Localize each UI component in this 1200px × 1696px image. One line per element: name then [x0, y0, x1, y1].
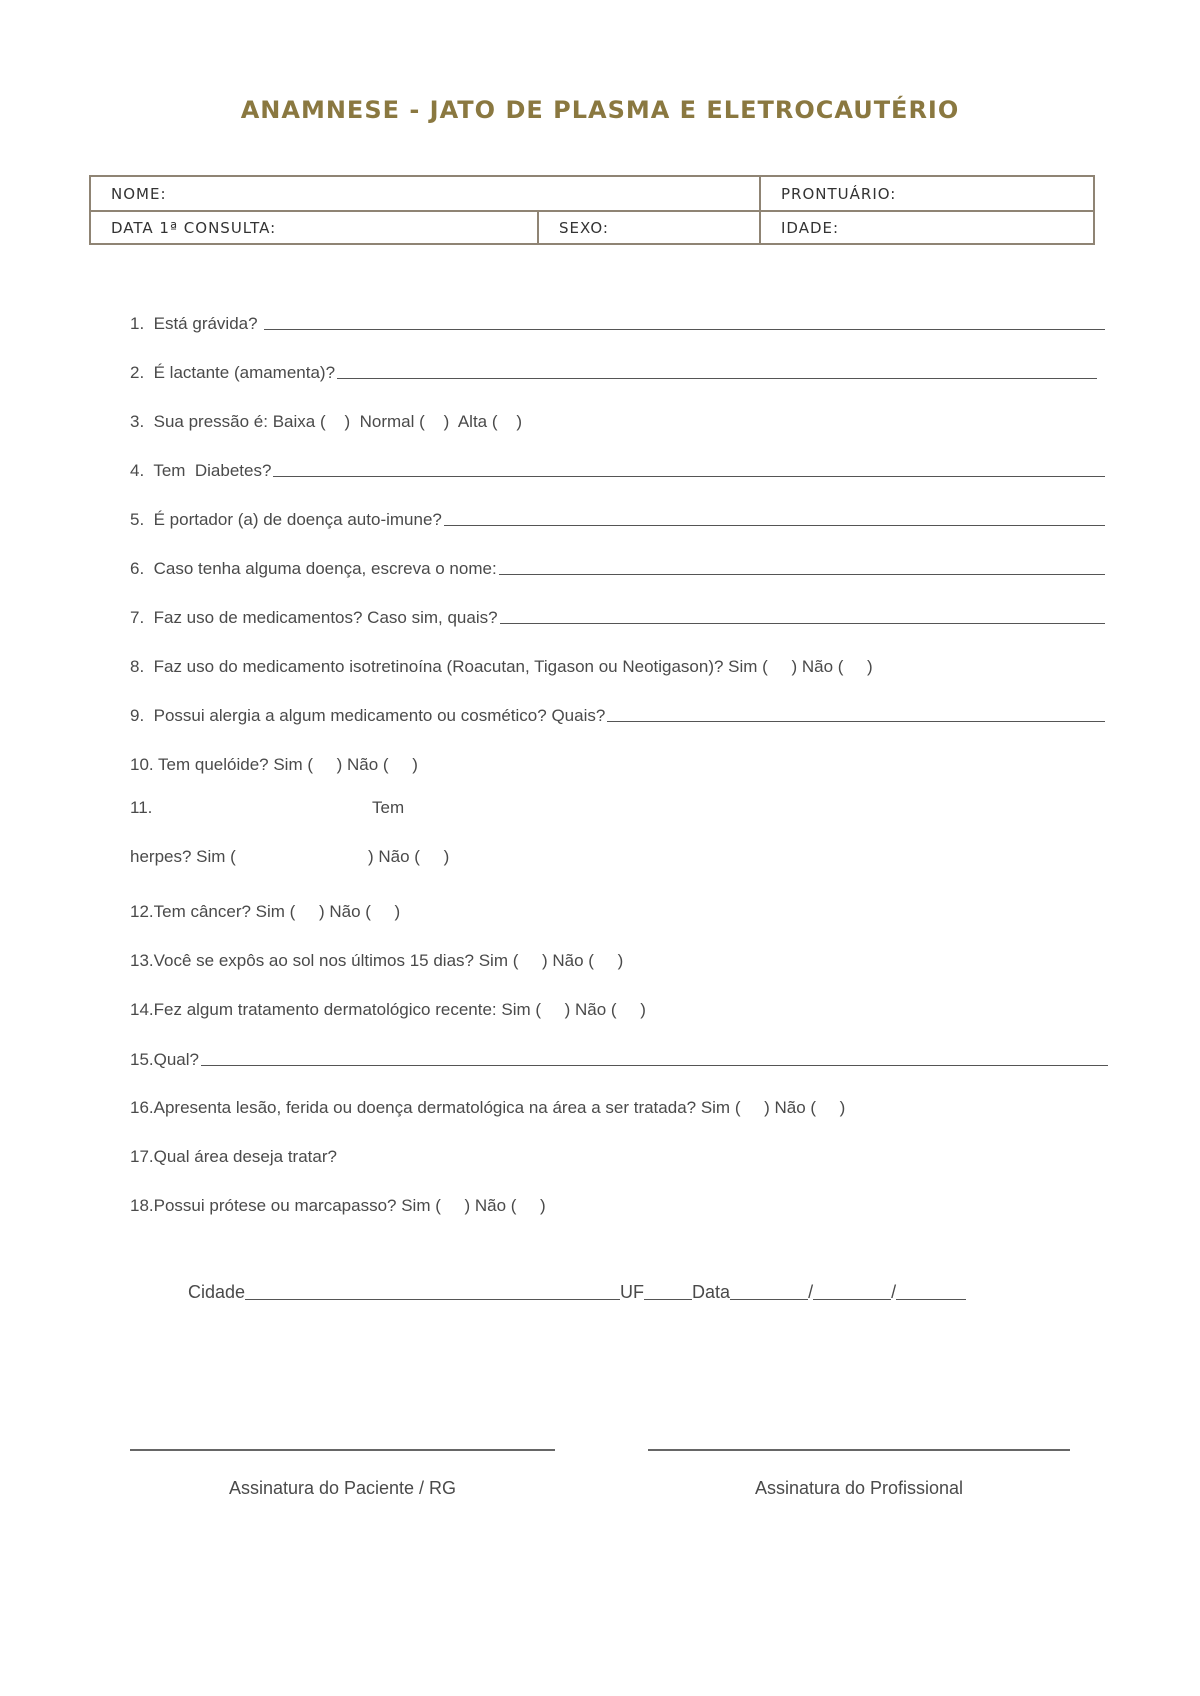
data-label: Data	[692, 1282, 731, 1302]
question-11-options[interactable]: ) Não ( )	[368, 847, 450, 866]
question-11-text[interactable]: herpes? Sim (	[130, 847, 236, 866]
data-consulta-field[interactable]: DATA 1ª CONSULTA:	[111, 219, 277, 237]
question-11-number: 11.	[130, 798, 153, 817]
answer-line[interactable]	[500, 623, 1105, 624]
patient-info-row-2	[91, 211, 1093, 244]
question-11-text-start: Tem	[372, 798, 405, 817]
patient-info-row-1	[91, 177, 1093, 212]
question-10[interactable]: 10. Tem quelóide? Sim ( ) Não ( )	[130, 755, 418, 774]
question-1: 1. Está grávida?	[130, 302, 1105, 334]
prontuario-field[interactable]: PRONTUÁRIO:	[759, 177, 1093, 210]
date-separator: /	[891, 1282, 897, 1302]
question-5: 5. É portador (a) de doença auto-imune?	[130, 498, 1105, 530]
date-month-field[interactable]	[813, 1298, 891, 1300]
answer-line[interactable]	[201, 1065, 1108, 1066]
question-2: 2. É lactante (amamenta)?	[130, 351, 1097, 383]
question-15: 15.Qual?	[130, 1038, 1108, 1070]
answer-line[interactable]	[337, 378, 1097, 379]
answer-line[interactable]	[444, 525, 1105, 526]
uf-label: UF	[620, 1282, 645, 1302]
question-12[interactable]: 12.Tem câncer? Sim ( ) Não ( )	[130, 902, 401, 921]
question-6: 6. Caso tenha alguma doença, escreva o nome:	[130, 547, 1105, 579]
question-3[interactable]: 3. Sua pressão é: Baixa ( ) Normal ( ) Alta ( )	[130, 412, 523, 431]
form-title: ANAMNESE - JATO DE PLASMA E ELETROCAUTÉRIO	[240, 96, 960, 124]
answer-line[interactable]	[499, 574, 1105, 575]
question-16[interactable]: 16.Apresenta lesão, ferida ou doença dermatológica na área a ser tratada? Sim ( ) Não ( )	[130, 1098, 846, 1117]
cidade-label: Cidade	[188, 1282, 246, 1302]
answer-line[interactable]	[273, 476, 1105, 477]
idade-field[interactable]: IDADE:	[759, 211, 1093, 244]
patient-info-table	[89, 175, 1095, 245]
question-13[interactable]: 13.Você se expôs ao sol nos últimos 15 dias? Sim ( ) Não ( )	[130, 951, 624, 970]
nome-field[interactable]: NOME:	[111, 185, 167, 203]
answer-line[interactable]	[607, 721, 1105, 722]
question-8[interactable]: 8. Faz uso do medicamento isotretinoína (Roacutan, Tigason ou Neotigason)? Sim ( ) Não ( )	[130, 657, 873, 676]
answer-line[interactable]	[264, 329, 1105, 330]
question-9: 9. Possui alergia a algum medicamento ou cosmético? Quais?	[130, 694, 1105, 726]
patient-signature-line[interactable]	[130, 1449, 555, 1451]
professional-signature-label: Assinatura do Profissional	[754, 1478, 964, 1498]
question-7: 7. Faz uso de medicamentos? Caso sim, quais?	[130, 596, 1105, 628]
uf-field[interactable]	[644, 1298, 692, 1300]
question-18[interactable]: 18.Possui prótese ou marcapasso? Sim ( ) Não ( )	[130, 1196, 546, 1215]
question-17[interactable]: 17.Qual área deseja tratar?	[130, 1147, 337, 1166]
date-year-field[interactable]	[896, 1298, 966, 1300]
question-14[interactable]: 14.Fez algum tratamento dermatológico recente: Sim ( ) Não ( )	[130, 1000, 646, 1019]
date-separator: /	[808, 1282, 814, 1302]
patient-signature-label: Assinatura do Paciente / RG	[228, 1478, 457, 1498]
professional-signature-line[interactable]	[648, 1449, 1070, 1451]
question-4: 4. Tem Diabetes?	[130, 449, 1105, 481]
cidade-field[interactable]	[245, 1298, 620, 1300]
date-day-field[interactable]	[730, 1298, 808, 1300]
location-date-row	[188, 1282, 966, 1303]
sexo-field[interactable]: SEXO:	[537, 211, 759, 244]
